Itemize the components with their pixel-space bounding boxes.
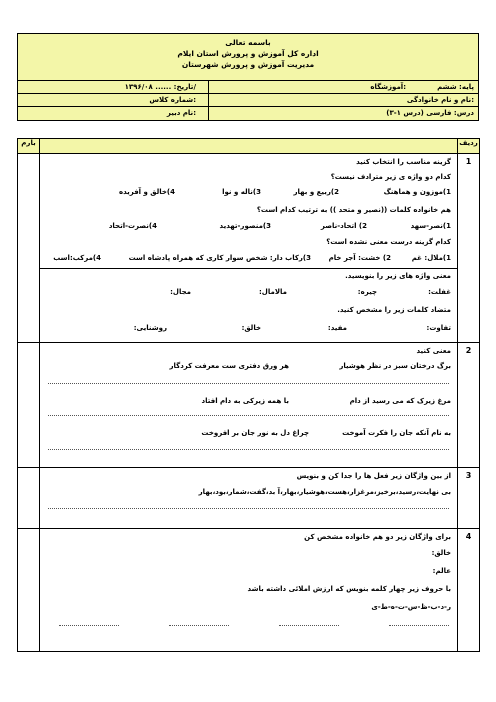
question-2-body — [40, 343, 458, 468]
q2-poem-2-right: مرغ زیرک که می رسید از دام — [349, 397, 451, 405]
question-number-3: 3 — [458, 468, 480, 529]
answer-line — [48, 508, 449, 509]
question-3-body — [40, 468, 458, 529]
q4-word-2: عالم: — [432, 567, 451, 575]
q1-b-option-2: 2) اتحاد-ناصر — [320, 222, 367, 230]
q4-word-1: خالق: — [431, 549, 451, 557]
header-line3: مدیریت آموزش و پرورش شهرستان — [181, 60, 315, 69]
q2-instruction: معنی کنید — [416, 347, 451, 355]
question-number-2: 2 — [458, 343, 480, 468]
answer-blank-3 — [169, 625, 229, 626]
q1-part-a: کدام دو واژه ی زیر مترادف نیست؟ — [330, 173, 451, 181]
q1-e-word-3: خالق: — [241, 324, 261, 332]
answer-blank-2 — [279, 625, 339, 626]
question-row-2 — [18, 343, 480, 468]
header-box — [17, 33, 479, 121]
q1-a-option-2: 2)ربیع و بهار — [293, 188, 339, 196]
score-cell — [18, 154, 40, 343]
question-4-body — [40, 529, 458, 652]
q1-a-option-3: 3)ناله و نوا — [222, 188, 261, 196]
score-cell — [18, 343, 40, 468]
q1-c-option-2: 2) خشت: آجر خام — [328, 254, 391, 262]
q2-poem-3-left: چراغ دل به نور جان بر افروخت — [201, 429, 309, 437]
score-cell — [18, 529, 40, 652]
q1-c-option-3: 3)رکاب دار: شخص سوار کاری که همراه پادشاه است — [128, 254, 311, 262]
score-cell — [18, 468, 40, 529]
q4-letters: ر-د-ب-ظ-س-ت-ه-ط-ی — [371, 603, 451, 611]
table-header-row — [18, 139, 480, 154]
question-number-4: 4 — [458, 529, 480, 652]
q4-part-b: با حروف زیر چهار کلمه بنویس که ارزش املائی داشته باشد — [247, 585, 451, 593]
q1-d-word-1: غفلت: — [428, 288, 451, 296]
header-row-3 — [18, 106, 478, 120]
q1-separator — [40, 268, 457, 269]
question-row-1 — [18, 154, 480, 343]
q1-instruction: گزینه مناسب را انتخاب کنید — [356, 158, 451, 166]
q1-part-b: هم خانواده کلمات ((نصیر و متحد )) به ترتیب کدام است؟ — [256, 206, 451, 214]
q1-d-word-3: مالامال: — [258, 288, 287, 296]
q1-b-option-4: 4)نصرت-اتحاد — [108, 222, 157, 230]
q2-poem-1-right: برگ درختان سبز در نظر هوشیار — [339, 362, 451, 370]
q1-part-c: کدام گزینه درست معنی نشده است؟ — [326, 238, 451, 246]
date-label: تاریخ: ...... ۱۳۹۶/۰۸/ — [124, 83, 196, 91]
q3-instruction: از بین واژگان زیر فعل ها را جدا کن و بنویس — [296, 472, 451, 480]
subject-label: درس: فارسی (درس ۱-۳) — [386, 109, 474, 117]
score-header: بارم — [18, 139, 40, 154]
q2-poem-2-left: با همه زیرکی به دام افتاد — [201, 397, 289, 405]
q1-d-word-2: چیره: — [357, 288, 377, 296]
header-line2: اداره کل آموزش و پرورش استان ایلام — [177, 49, 319, 58]
q2-poem-1-left: هر ورق دفتری ست معرفت کردگار — [169, 362, 289, 370]
q1-part-d: معنی واژه های زیر را بنویسید. — [345, 272, 451, 280]
q1-e-word-1: تفاوت: — [426, 324, 451, 332]
grade-label: پایه: ششم — [437, 83, 474, 91]
q1-d-word-4: مجال: — [170, 288, 191, 296]
q3-word-list: بی نهایت،رسید،برخیز،مرغزار،هست،هوشیار،بهار،آ بد،گفت،شمار،بود،بهار — [198, 488, 451, 496]
exam-header — [17, 33, 479, 121]
question-number-1: 1 — [458, 154, 480, 343]
question-1-body — [40, 154, 458, 343]
row-header: ردیف — [458, 139, 480, 154]
questions-table — [17, 138, 480, 652]
q1-e-word-4: روشنایی: — [133, 324, 167, 332]
q1-part-e: متضاد کلمات زیر را مشخص کنید. — [337, 306, 451, 314]
q1-c-option-1: 1)ملال: غم — [411, 254, 451, 262]
header-row-2 — [18, 93, 478, 107]
q1-b-option-3: 3)منصور-تهدید — [219, 222, 271, 230]
q1-a-option-4: 4)خالق و آفریده — [118, 188, 175, 196]
answer-line — [48, 449, 449, 450]
answer-line — [48, 415, 449, 416]
header-row-1 — [18, 80, 478, 94]
q1-b-option-1: 1)نصر-سهد — [410, 222, 451, 230]
header-titles — [18, 37, 478, 70]
q1-a-option-1: 1)موزون و هماهنگ — [383, 188, 451, 196]
school-label: آموزشگاه: — [370, 83, 406, 91]
class-number-label: شماره کلاس: — [149, 96, 196, 104]
header-line1: باسمه تعالی — [225, 38, 271, 47]
q2-poem-3-right: به نام آنکه جان را فکرت آموخت — [342, 429, 451, 437]
student-name-label: نام و نام خانوادگی: — [406, 96, 474, 104]
question-row-3 — [18, 468, 480, 529]
teacher-label: نام دبیر: — [166, 109, 196, 117]
q1-e-word-2: مفید: — [327, 324, 347, 332]
answer-blank-1 — [389, 625, 449, 626]
answer-line — [48, 383, 449, 384]
question-row-4 — [18, 529, 480, 652]
q4-instruction: برای واژگان زیر دو هم خانواده مشخص کن — [304, 533, 451, 541]
answer-blank-4 — [59, 625, 119, 626]
q1-c-option-4: 4)مرکب:اسب — [53, 254, 101, 262]
